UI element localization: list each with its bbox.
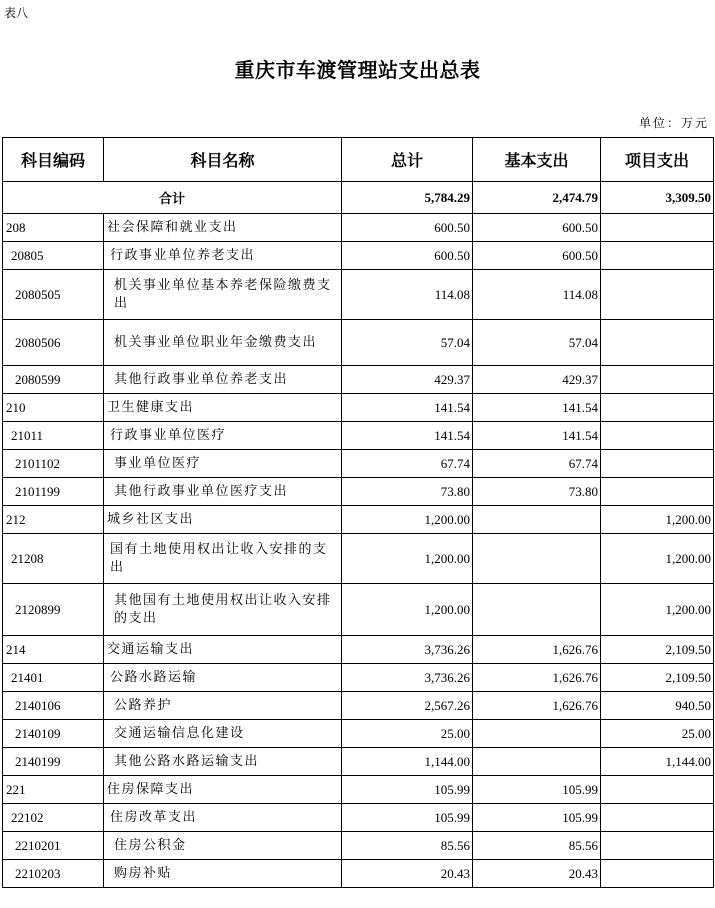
row-project-cell: [601, 776, 714, 804]
row-basic-cell: [473, 506, 601, 534]
row-total-cell: 1,144.00: [342, 748, 473, 776]
row-name-cell: 机关事业单位职业年金缴费支出: [104, 320, 342, 366]
table-row: [3, 366, 714, 394]
expenditure-table: [2, 137, 714, 888]
row-name-cell: 住房改革支出: [104, 804, 342, 832]
table-row: [3, 534, 714, 584]
row-name-cell: 交通运输信息化建设: [104, 720, 342, 748]
row-total-cell: 141.54: [342, 422, 473, 450]
row-code-cell: 212: [3, 506, 104, 534]
row-basic-cell: 141.54: [473, 394, 601, 422]
row-total-cell: 20.43: [342, 860, 473, 888]
row-name-cell: 国有土地使用权出让收入安排的支出: [104, 534, 342, 584]
row-project-cell: [601, 270, 714, 320]
row-total-cell: 600.50: [342, 242, 473, 270]
row-project-cell: 1,200.00: [601, 534, 714, 584]
table-row: [3, 776, 714, 804]
row-name-cell: 其他国有土地使用权出让收入安排的支出: [104, 584, 342, 636]
row-name-cell: 其他行政事业单位医疗支出: [104, 478, 342, 506]
row-code-cell: 20805: [3, 242, 104, 270]
row-code-cell: 210: [3, 394, 104, 422]
row-project-cell: 25.00: [601, 720, 714, 748]
table-row: [3, 720, 714, 748]
row-basic-cell: 429.37: [473, 366, 601, 394]
row-code-cell: 21401: [3, 664, 104, 692]
row-code-cell: 21011: [3, 422, 104, 450]
row-project-cell: 940.50: [601, 692, 714, 720]
row-total-cell: 600.50: [342, 214, 473, 242]
table-number-tag: 表八: [4, 6, 29, 20]
row-basic-cell: 85.56: [473, 832, 601, 860]
row-name-cell: 其他行政事业单位养老支出: [104, 366, 342, 394]
header-row: [3, 138, 714, 182]
row-name-cell: 公路水路运输: [104, 664, 342, 692]
table-row: [3, 270, 714, 320]
total-label: 合计: [3, 182, 342, 214]
row-code-cell: 2101199: [3, 478, 104, 506]
row-basic-cell: 105.99: [473, 804, 601, 832]
row-basic-cell: 1,626.76: [473, 636, 601, 664]
row-project-cell: 1,200.00: [601, 584, 714, 636]
row-code-cell: 2080505: [3, 270, 104, 320]
row-project-cell: [601, 214, 714, 242]
row-total-cell: 2,567.26: [342, 692, 473, 720]
row-name-cell: 卫生健康支出: [104, 394, 342, 422]
table-row: [3, 214, 714, 242]
row-basic-cell: 114.08: [473, 270, 601, 320]
row-project-cell: [601, 804, 714, 832]
row-total-cell: 25.00: [342, 720, 473, 748]
row-name-cell: 其他公路水路运输支出: [104, 748, 342, 776]
row-basic-cell: [473, 748, 601, 776]
row-name-cell: 行政事业单位医疗: [104, 422, 342, 450]
total-basic: 2,474.79: [473, 182, 601, 214]
row-code-cell: 2140109: [3, 720, 104, 748]
table-row: [3, 450, 714, 478]
row-total-cell: 429.37: [342, 366, 473, 394]
row-basic-cell: 600.50: [473, 242, 601, 270]
row-project-cell: [601, 242, 714, 270]
table-row: [3, 478, 714, 506]
column-header-total: 总计: [342, 138, 473, 182]
row-code-cell: 21208: [3, 534, 104, 584]
column-header-basic: 基本支出: [473, 138, 601, 182]
column-header-name: 科目名称: [104, 138, 342, 182]
table-row: [3, 506, 714, 534]
row-code-cell: 2210201: [3, 832, 104, 860]
table-row: [3, 664, 714, 692]
row-project-cell: 2,109.50: [601, 664, 714, 692]
row-project-cell: [601, 478, 714, 506]
row-basic-cell: 105.99: [473, 776, 601, 804]
row-total-cell: 1,200.00: [342, 506, 473, 534]
table-row: [3, 422, 714, 450]
row-name-cell: 事业单位医疗: [104, 450, 342, 478]
row-basic-cell: 20.43: [473, 860, 601, 888]
row-project-cell: [601, 860, 714, 888]
row-name-cell: 住房保障支出: [104, 776, 342, 804]
row-code-cell: 2080506: [3, 320, 104, 366]
row-basic-cell: 1,626.76: [473, 692, 601, 720]
row-total-cell: 105.99: [342, 804, 473, 832]
row-code-cell: 214: [3, 636, 104, 664]
row-code-cell: 2080599: [3, 366, 104, 394]
row-basic-cell: 57.04: [473, 320, 601, 366]
row-basic-cell: 73.80: [473, 478, 601, 506]
row-name-cell: 机关事业单位基本养老保险缴费支出: [104, 270, 342, 320]
total-sum: 5,784.29: [342, 182, 473, 214]
row-code-cell: 22102: [3, 804, 104, 832]
row-total-cell: 67.74: [342, 450, 473, 478]
row-project-cell: 2,109.50: [601, 636, 714, 664]
row-project-cell: [601, 394, 714, 422]
table-row: [3, 860, 714, 888]
table-row: [3, 584, 714, 636]
row-total-cell: 114.08: [342, 270, 473, 320]
row-name-cell: 交通运输支出: [104, 636, 342, 664]
row-code-cell: 208: [3, 214, 104, 242]
row-total-cell: 1,200.00: [342, 584, 473, 636]
row-code-cell: 2120899: [3, 584, 104, 636]
column-header-project: 项目支出: [601, 138, 714, 182]
row-basic-cell: 141.54: [473, 422, 601, 450]
row-total-cell: 3,736.26: [342, 664, 473, 692]
unit-label: 单位：万元: [638, 116, 709, 130]
row-total-cell: 73.80: [342, 478, 473, 506]
table-row: [3, 242, 714, 270]
table-row: [3, 748, 714, 776]
row-basic-cell: [473, 720, 601, 748]
row-total-cell: 105.99: [342, 776, 473, 804]
row-total-cell: 141.54: [342, 394, 473, 422]
row-name-cell: 购房补贴: [104, 860, 342, 888]
row-project-cell: 1,144.00: [601, 748, 714, 776]
total-project: 3,309.50: [601, 182, 714, 214]
row-basic-cell: 67.74: [473, 450, 601, 478]
row-total-cell: 1,200.00: [342, 534, 473, 584]
row-code-cell: 2140199: [3, 748, 104, 776]
table-row: [3, 804, 714, 832]
row-code-cell: 2101102: [3, 450, 104, 478]
row-code-cell: 2210203: [3, 860, 104, 888]
row-project-cell: [601, 366, 714, 394]
row-project-cell: 1,200.00: [601, 506, 714, 534]
row-total-cell: 3,736.26: [342, 636, 473, 664]
row-name-cell: 社会保障和就业支出: [104, 214, 342, 242]
row-project-cell: [601, 832, 714, 860]
row-name-cell: 行政事业单位养老支出: [104, 242, 342, 270]
table-row: [3, 636, 714, 664]
table-row: [3, 832, 714, 860]
table-row: [3, 692, 714, 720]
row-code-cell: 2140106: [3, 692, 104, 720]
row-code-cell: 221: [3, 776, 104, 804]
table-row: [3, 394, 714, 422]
row-total-cell: 57.04: [342, 320, 473, 366]
table-row: [3, 320, 714, 366]
row-name-cell: 住房公积金: [104, 832, 342, 860]
row-basic-cell: [473, 534, 601, 584]
row-total-cell: 85.56: [342, 832, 473, 860]
row-name-cell: 城乡社区支出: [104, 506, 342, 534]
total-row: [3, 182, 714, 214]
row-basic-cell: [473, 584, 601, 636]
row-project-cell: [601, 320, 714, 366]
page-title: 重庆市车渡管理站支出总表: [234, 58, 481, 82]
column-header-code: 科目编码: [3, 138, 104, 182]
row-project-cell: [601, 422, 714, 450]
row-name-cell: 公路养护: [104, 692, 342, 720]
row-project-cell: [601, 450, 714, 478]
row-basic-cell: 600.50: [473, 214, 601, 242]
row-basic-cell: 1,626.76: [473, 664, 601, 692]
